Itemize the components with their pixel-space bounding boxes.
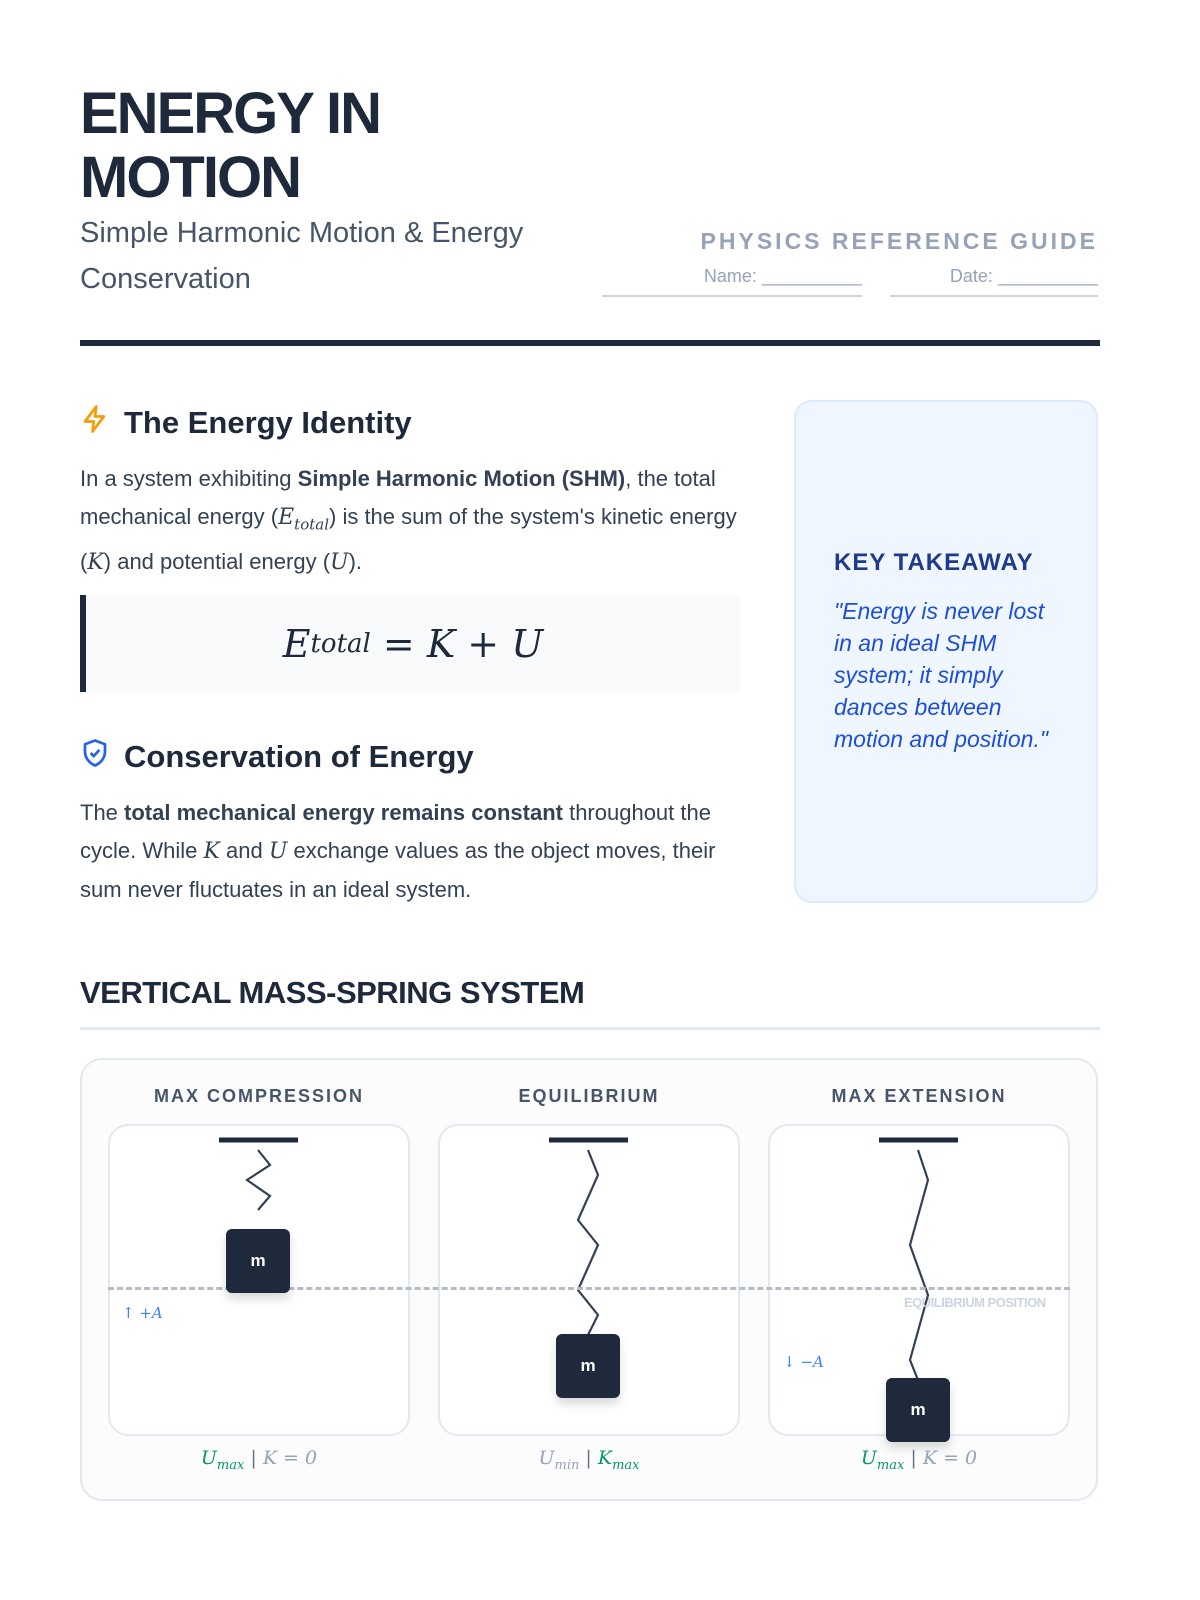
energy-equation: E total = K + U <box>80 595 740 692</box>
mass-block: m <box>556 1334 620 1398</box>
takeaway-quote: "Energy is never lost in an ideal SHM system; it simply dances between motion and position." <box>834 597 1049 752</box>
state-title: MAX COMPRESSION <box>153 1086 365 1106</box>
energy-label: $U_{min}$ | $K_{max}$ <box>538 1447 640 1473</box>
date-field[interactable]: Date: __________ <box>890 266 1098 297</box>
state-title: MAX EXTENSION <box>831 1086 1007 1106</box>
section-heading: The Energy Identity <box>124 405 412 440</box>
name-field[interactable]: Name: __________ <box>602 266 862 297</box>
section-heading: Conservation of Energy <box>124 739 474 774</box>
page-subtitle: Simple Harmonic Motion & Energy Conservation <box>80 217 524 295</box>
spring-extended <box>910 1150 928 1380</box>
spring-compressed <box>247 1150 270 1210</box>
equilibrium-label: EQUILIBRIUM POSITION <box>904 1295 1046 1310</box>
page-title: ENERGY IN MOTION <box>80 81 381 210</box>
mass-block: m <box>226 1229 290 1293</box>
guide-label: PHYSICS REFERENCE GUIDE <box>700 228 1098 254</box>
energy-label: $U_{max}$ | K = 0 <box>200 1447 318 1473</box>
mass-block: m <box>886 1378 950 1442</box>
spring-equilibrium <box>578 1150 598 1335</box>
energy-label: $U_{max}$ | K = 0 <box>860 1447 978 1473</box>
conservation-paragraph: The total mechanical energy remains constant throughout the cycle. While K and U exchange values as the object moves, their sum never fluctuates in an ideal system. <box>80 800 716 902</box>
state-title: EQUILIBRIUM <box>518 1086 660 1106</box>
amplitude-minus-label: ↓ −A <box>783 1353 824 1371</box>
takeaway-title: KEY TAKEAWAY <box>834 548 1034 576</box>
amplitude-plus-label: ↑ +A <box>122 1304 163 1322</box>
system-heading: VERTICAL MASS-SPRING SYSTEM <box>80 975 585 1010</box>
identity-paragraph: In a system exhibiting Simple Harmonic Motion (SHM), the total mechanical energy $(E_{total})$ is the sum of the system's kinetic energy (K) and potential energy (U). <box>80 466 737 576</box>
